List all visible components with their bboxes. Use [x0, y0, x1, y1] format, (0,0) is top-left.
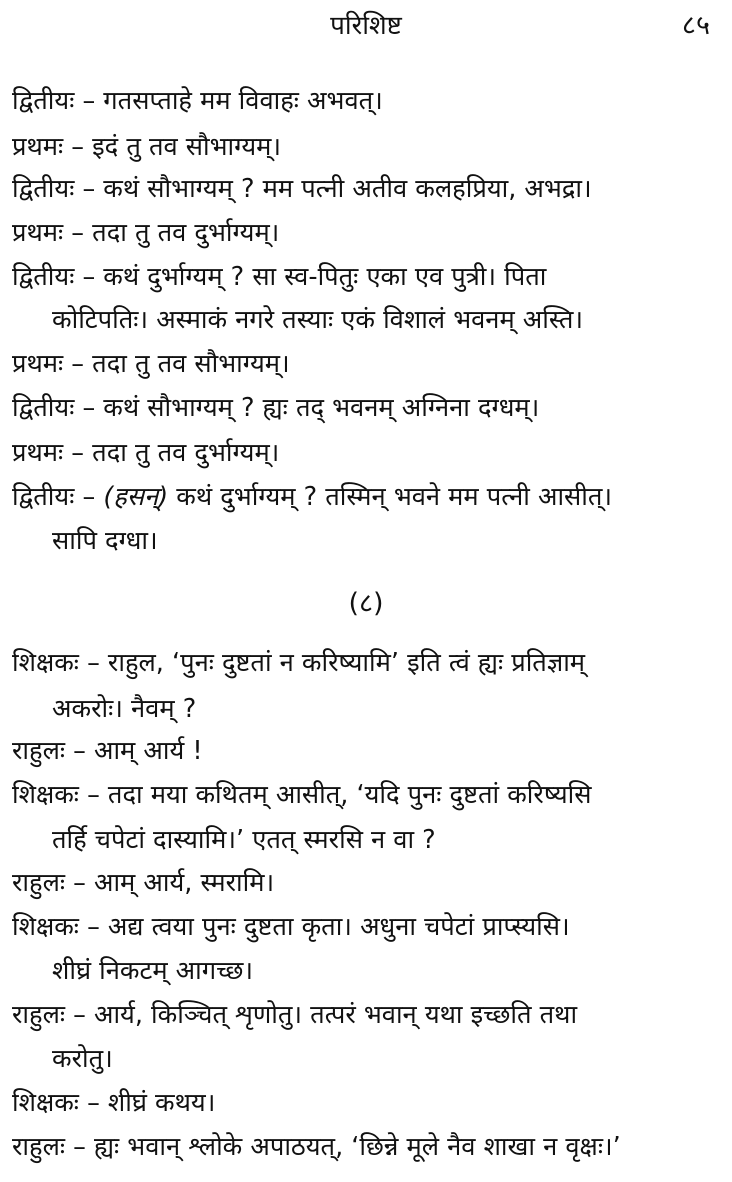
- dialogue-line-continued: तर्हि चपेटां दास्यामि।’ एतत् स्मरसि न वा ?: [52, 825, 436, 855]
- running-title: परिशिष्ट: [330, 11, 402, 41]
- page-number: ८५: [681, 10, 710, 41]
- stage-direction: (हसन्): [103, 482, 169, 512]
- dialogue-line-continued: कोटिपतिः। अस्माकं नगरे तस्याः एकं विशालं भवनम् अस्ति।: [52, 305, 584, 335]
- dialogue-line-continued: अकरोः। नैवम् ?: [52, 694, 197, 724]
- dialogue-line: द्वितीयः – कथं दुर्भाग्यम् ? सा स्व-पितुः एका एव पुत्री। पिता: [12, 262, 547, 292]
- dialogue-line-continued: सापि दग्धा।: [52, 526, 158, 556]
- dialogue-line: राहुलः – आम् आर्य, स्मरामि।: [12, 868, 275, 898]
- dialogue-line-continued: शीघ्रं निकटम् आगच्छ।: [52, 956, 254, 986]
- dialogue-line: राहुलः – ह्यः भवान् श्लोके अपाठयत्, ‘छिन्ने मूले नैव शाखा न वृक्षः।’: [12, 1132, 621, 1162]
- page-header: [0, 8, 732, 44]
- dialogue-line: प्रथमः – तदा तु तव दुर्भाग्यम्।: [12, 218, 280, 248]
- dialogue-line: शिक्षकः – अद्य त्वया पुनः दुष्टता कृता। अधुना चपेटां प्राप्स्यसि।: [12, 912, 570, 942]
- section-number: (८): [348, 588, 384, 619]
- dialogue-line: राहुलः – आम् आर्य !: [12, 736, 203, 766]
- dialogue-line: द्वितीयः – कथं सौभाग्यम् ? ह्यः तद् भवनम् अग्निना दग्धम्।: [12, 393, 540, 423]
- dialogue-line: द्वितीयः – कथं सौभाग्यम् ? मम पत्नी अतीव कलहप्रिया, अभद्रा।: [12, 174, 592, 204]
- dialogue-line: प्रथमः – इदं तु तव सौभाग्यम्।: [12, 132, 282, 162]
- dialogue-line: [12, 480, 612, 514]
- dialogue-line: शिक्षकः – शीघ्रं कथय।: [12, 1088, 216, 1118]
- dialogue-line-continued: करोतु।: [52, 1044, 113, 1074]
- dialogue-line: शिक्षकः – राहुल, ‘पुनः दुष्टतां न करिष्यामि’ इति त्वं ह्यः प्रतिज्ञाम्: [12, 648, 586, 678]
- dialogue-text: कथं दुर्भाग्यम् ? तस्मिन् भवने मम पत्नी आसीत्।: [168, 482, 613, 512]
- dialogue-line: प्रथमः – तदा तु तव सौभाग्यम्।: [12, 349, 290, 379]
- dialogue-line: राहुलः – आर्य, किञ्चित् शृणोतु। तत्परं भवान् यथा इच्छति तथा: [12, 1000, 578, 1030]
- speaker-prefix: द्वितीयः –: [12, 482, 104, 512]
- dialogue-line: प्रथमः – तदा तु तव दुर्भाग्यम्।: [12, 438, 280, 468]
- dialogue-line: द्वितीयः – गतसप्ताहे मम विवाहः अभवत्।: [12, 86, 383, 116]
- dialogue-line: शिक्षकः – तदा मया कथितम् आसीत्, ‘यदि पुनः दुष्टतां करिष्यसि: [12, 780, 592, 810]
